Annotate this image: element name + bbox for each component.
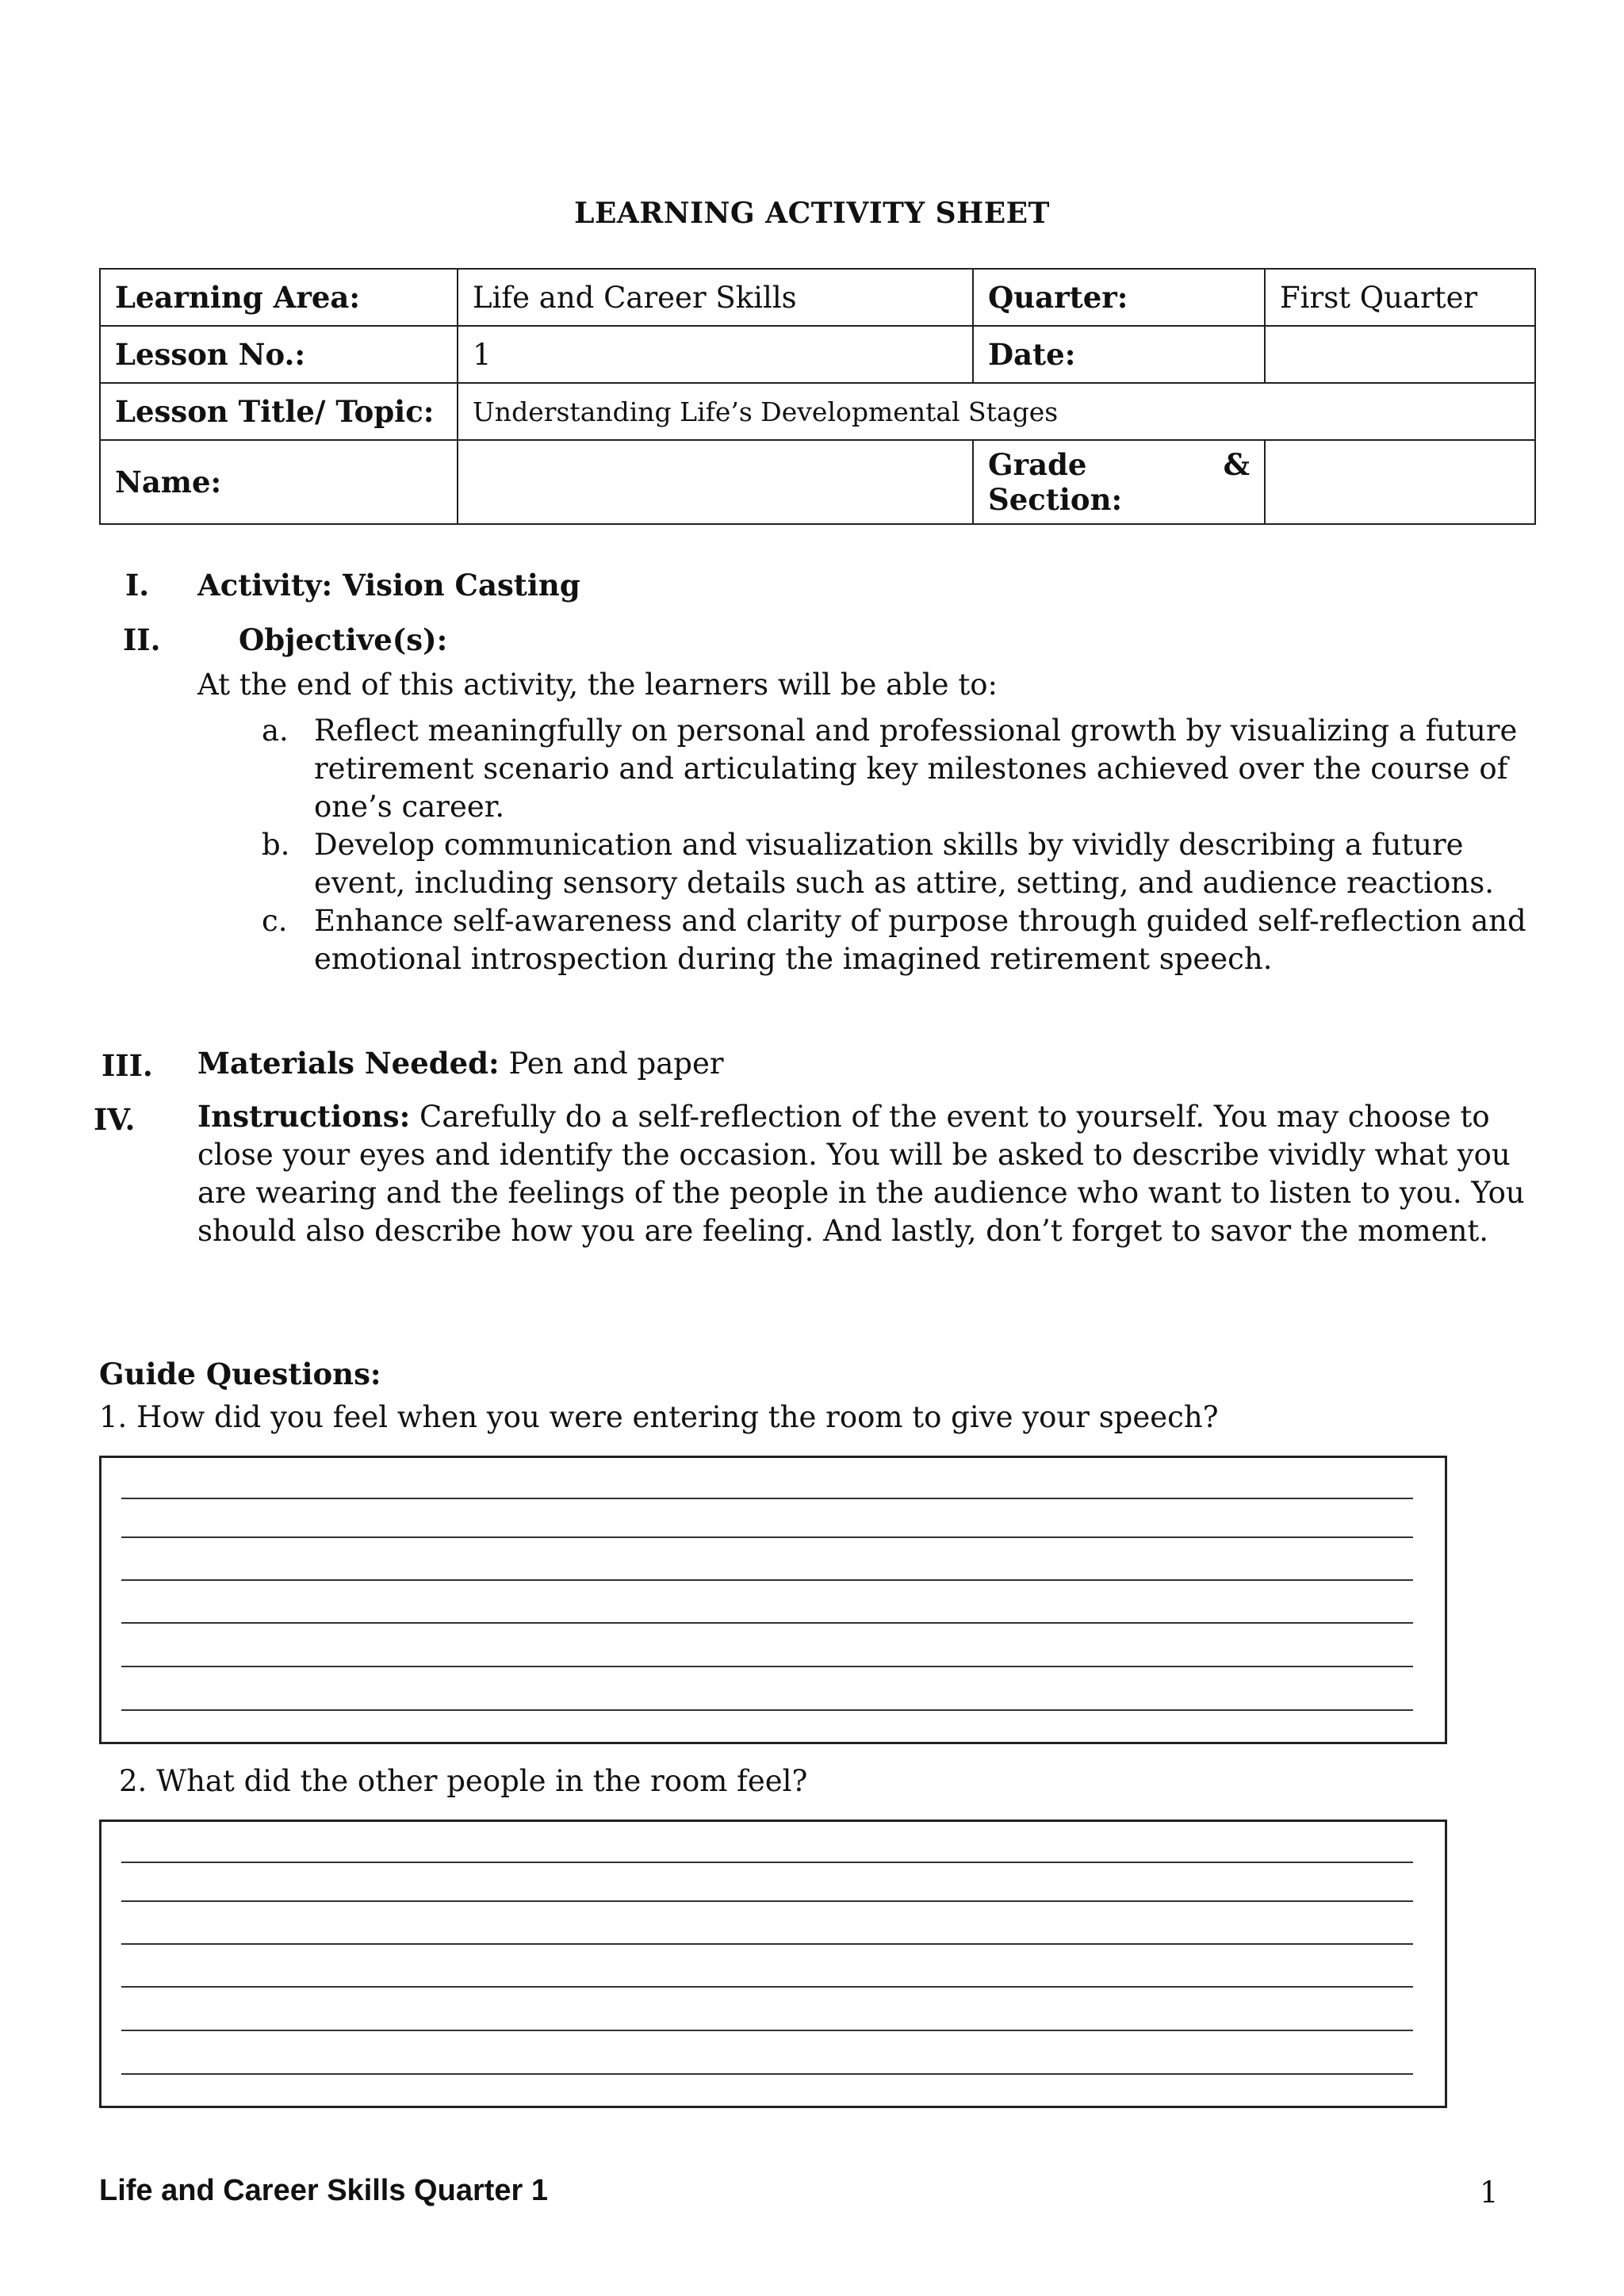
writing-line	[121, 1943, 1413, 1945]
list-item	[262, 902, 1538, 978]
materials-line	[197, 1044, 724, 1083]
name-label: Name:	[100, 440, 458, 524]
list-item	[262, 826, 1538, 902]
date-field[interactable]	[1265, 326, 1535, 383]
instructions-heading: Instructions:	[197, 1099, 411, 1134]
list-text: Enhance self-awareness and clarity of purpose through guided self-reflection and emotional introspection during the imagined retirement speech.	[314, 904, 1526, 976]
activity-heading: Activity: Vision Casting	[197, 568, 580, 603]
table-row	[100, 440, 1535, 524]
numeral-iii: III.	[102, 1048, 153, 1083]
table-row	[100, 326, 1535, 383]
answer-box-2[interactable]	[99, 1820, 1447, 2108]
name-field[interactable]	[458, 440, 973, 524]
date-label: Date:	[973, 326, 1265, 383]
list-letter: b.	[262, 828, 290, 862]
quarter-value: First Quarter	[1265, 269, 1535, 326]
guide-question-2: 2. What did the other people in the room feel?	[119, 1764, 808, 1798]
list-text: Reflect meaningfully on personal and professional growth by visualizing a future retirement scenario and articulating key milestones achieved over the course of one’s career.	[314, 714, 1518, 824]
table-row	[100, 383, 1535, 440]
grade-section-label	[973, 440, 1265, 524]
instructions-paragraph	[197, 1097, 1530, 1250]
writing-line	[121, 2030, 1413, 2031]
guide-heading: Guide Questions:	[99, 1357, 381, 1391]
grade-word: Grade	[988, 447, 1087, 482]
learning-area-value: Life and Career Skills	[458, 269, 973, 326]
objectives-intro: At the end of this activity, the learners will be able to:	[197, 668, 998, 702]
lesson-title-value: Understanding Life’s Developmental Stages	[458, 383, 1535, 440]
objectives-heading: Objective(s):	[239, 622, 448, 657]
lesson-no-label: Lesson No.:	[100, 326, 458, 383]
writing-line	[121, 1666, 1413, 1667]
lesson-title-label: Lesson Title/ Topic:	[100, 383, 458, 440]
writing-line	[121, 1622, 1413, 1624]
answer-box-1[interactable]	[99, 1456, 1447, 1744]
learning-area-label: Learning Area:	[100, 269, 458, 326]
writing-line	[121, 2073, 1413, 2075]
guide-question-1: 1. How did you feel when you were entering the room to give your speech?	[99, 1400, 1219, 1434]
grade-section-field[interactable]	[1265, 440, 1535, 524]
writing-line	[121, 1498, 1413, 1499]
footer-title: Life and Career Skills Quarter 1	[99, 2174, 549, 2207]
writing-line	[121, 1579, 1413, 1581]
quarter-label: Quarter:	[973, 269, 1265, 326]
table-row	[100, 269, 1535, 326]
writing-line	[121, 1862, 1413, 1863]
lesson-no-value: 1	[458, 326, 973, 383]
numeral-ii: II.	[123, 622, 161, 657]
list-letter: c.	[262, 904, 288, 938]
writing-line	[121, 1900, 1413, 1902]
numeral-i: I.	[125, 568, 150, 603]
writing-line	[121, 1986, 1413, 1988]
page-title: LEARNING ACTIVITY SHEET	[574, 197, 1050, 230]
writing-line	[121, 1536, 1413, 1538]
list-text: Develop communication and visualization skills by vividly describing a future event, including sensory details such as attire, setting, and audience reactions.	[314, 828, 1494, 900]
list-letter: a.	[262, 714, 289, 748]
materials-text: Pen and paper	[499, 1047, 724, 1081]
materials-heading: Materials Needed:	[197, 1046, 500, 1081]
instructions-text: Carefully do a self-reflection of the event to yourself. You may choose to close your eyes and identify the occasion. You will be asked to describe vividly what you are wearing and the feelings of the people in the audience who want to listen to you. You should also describe how you are feeling. And lastly, don’t forget to savor the moment.	[197, 1100, 1525, 1248]
section-word: Section:	[988, 482, 1123, 517]
objectives-list	[262, 712, 1538, 978]
info-table	[99, 268, 1536, 525]
page-number: 1	[1480, 2175, 1499, 2210]
writing-line	[121, 1709, 1413, 1711]
numeral-iv: IV.	[94, 1102, 136, 1137]
list-item	[262, 712, 1538, 826]
ampersand: &	[1223, 447, 1250, 482]
